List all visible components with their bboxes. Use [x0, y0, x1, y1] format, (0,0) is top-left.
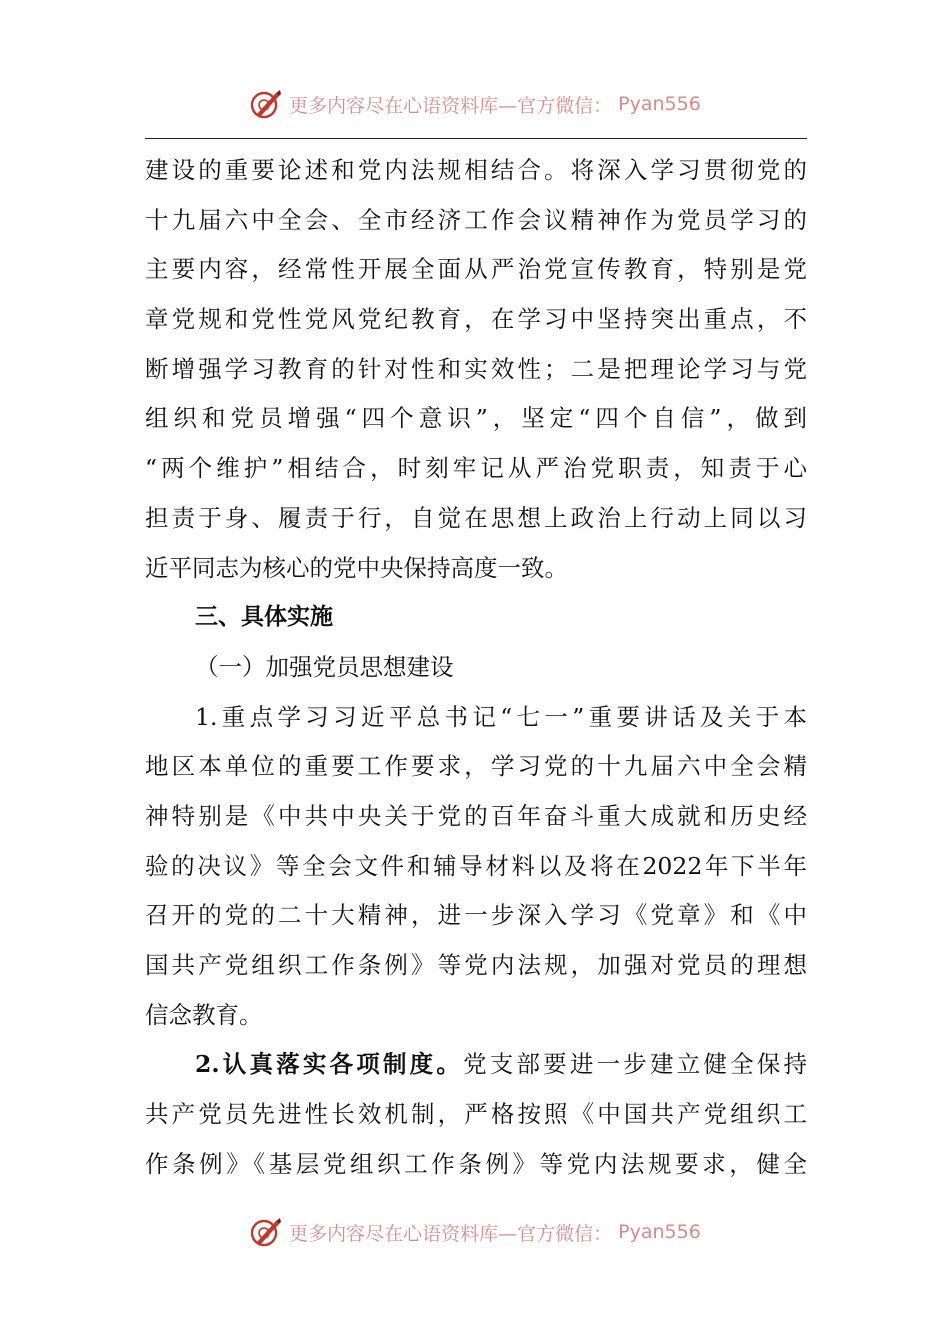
footer-watermark — [0, 1212, 950, 1252]
paragraph-line: “两个维护”相结合，时刻牢记从严治党职责，知责于心 — [145, 454, 807, 483]
paragraph-line: 近平同志为核心的党中央保持高度一致。 — [145, 553, 568, 582]
pen-logo-icon — [249, 1215, 283, 1249]
section-heading: 三、具体实施 — [195, 604, 333, 631]
item1-line: 验的决议》等全会文件和辅导材料以及将在2022年下半年 — [145, 851, 807, 880]
item2-line: 共产党员先进性长效机制，严格按照《中国共产党组织工 — [145, 1100, 807, 1129]
document-body — [145, 146, 807, 1189]
header-watermark — [0, 84, 950, 124]
item1-line: 召开的党的二十大精神，进一步深入学习《党章》和《中 — [145, 901, 807, 930]
item1-line: 信念教育。 — [145, 1000, 263, 1029]
pen-logo-icon — [249, 87, 283, 121]
item1-line: 地区本单位的重要工作要求，学习党的十九届六中全会精 — [145, 752, 807, 781]
header-divider — [145, 138, 807, 139]
paragraph-line: 担责于身、履责于行，自觉在思想上政治上行动上同以习 — [145, 503, 807, 532]
watermark-wechat-id: Pyan556 — [618, 93, 701, 115]
watermark-text: 更多内容尽在心语资料库—官方微信： — [289, 94, 613, 117]
subsection-heading: （一）加强党员思想建设 — [195, 652, 454, 681]
item2-first-text: 党支部要进一步建立健全保持 — [463, 1050, 807, 1079]
watermark-text: 更多内容尽在心语资料库—官方微信： — [289, 1222, 613, 1245]
item1-line: 1.重点学习习近平总书记“七一”重要讲话及关于本 — [195, 702, 807, 731]
item1-line: 神特别是《中共中央关于党的百年奋斗重大成就和历史经 — [145, 801, 807, 830]
paragraph-line: 组织和党员增强“四个意识”，坚定“四个自信”，做到 — [145, 404, 807, 433]
paragraph-line: 断增强学习教育的针对性和实效性；二是把理论学习与党 — [145, 354, 807, 383]
item1-line: 国共产党组织工作条例》等党内法规，加强对党员的理想 — [145, 951, 807, 979]
paragraph-line: 十九届六中全会、全市经济工作会议精神作为党员学习的 — [145, 205, 807, 234]
item2-title: 2.认真落实各项制度。 — [195, 1050, 464, 1079]
paragraph-line: 建设的重要论述和党内法规相结合。将深入学习贯彻党的 — [145, 156, 807, 184]
paragraph-line: 主要内容，经常性开展全面从严治党宣传教育，特别是党 — [145, 255, 807, 284]
item2-first-line — [145, 1040, 807, 1090]
watermark-wechat-id: Pyan556 — [618, 1221, 701, 1243]
paragraph-line: 章党规和党性党风党纪教育，在学习中坚持突出重点，不 — [145, 305, 807, 334]
item2-line: 作条例》《基层党组织工作条例》等党内法规要求，健全 — [145, 1149, 807, 1178]
